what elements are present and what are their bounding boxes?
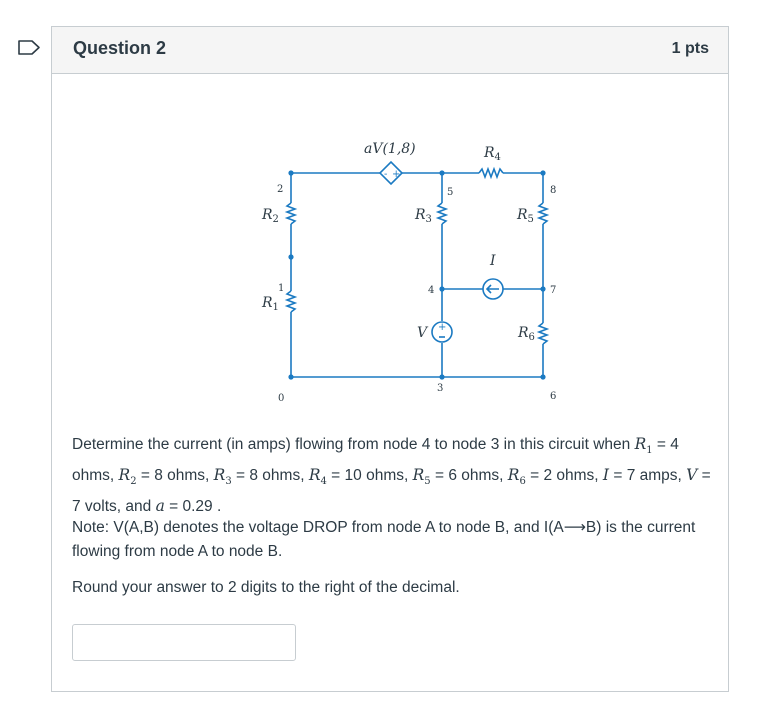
r3-value: = 8 ohms,	[231, 467, 309, 485]
node-dot-2	[288, 170, 293, 175]
r5-value: = 6 ohms,	[430, 467, 508, 485]
r1-symbol: $R_1$	[634, 435, 653, 457]
circuit-diagram	[251, 137, 557, 407]
v-value: = 7 volts, and	[72, 467, 711, 516]
r4-symbol: $R_4$	[308, 466, 327, 488]
question-header	[52, 27, 728, 74]
current-arrow	[487, 285, 499, 293]
node-dot-5	[439, 170, 444, 175]
answer-input[interactable]	[73, 625, 295, 660]
r6-symbol: $R_6$	[507, 466, 526, 488]
v-label: V	[417, 325, 428, 341]
resistor-r6	[539, 323, 547, 344]
node-dot-1	[288, 254, 293, 259]
r3-label: $R_3$	[415, 207, 432, 225]
bookmark-flag-icon[interactable]	[17, 40, 42, 55]
resistor-r3	[438, 203, 446, 224]
node-label-2: 2	[277, 184, 284, 195]
question-points: 1 pts	[671, 40, 709, 57]
node-label-6: 6	[550, 391, 557, 402]
r1-value: = 4 ohms,	[72, 436, 679, 485]
i-label: I	[490, 253, 496, 269]
a-value: = 0.29 .	[164, 498, 222, 516]
v-symbol: V	[686, 466, 698, 485]
node-dot-8	[540, 170, 545, 175]
resistor-r2	[287, 203, 295, 224]
r3-symbol: $R_3$	[213, 466, 232, 488]
resistor-r4	[479, 169, 503, 177]
node-label-8: 8	[550, 185, 557, 196]
prompt-intro: Determine the current (in amps) flowing from node 4 to node 3 in this circuit when	[72, 436, 635, 453]
node-label-3: 3	[437, 383, 444, 394]
dependent-source-label: aV(1,8)	[364, 141, 416, 157]
node-dot-0	[288, 374, 293, 379]
r4-label: $R_4$	[484, 145, 501, 163]
question-note: Note: V(A,B) denotes the voltage DROP from node A to node B, and I(A⟶B) is the current flowing from node A to node B.	[72, 519, 696, 560]
node-dot-6	[540, 374, 545, 379]
r6-label: $R_6$	[518, 325, 535, 343]
diamond-plus: +	[392, 169, 401, 180]
r5-label: $R_5$	[517, 207, 534, 225]
r6-value: = 2 ohms,	[525, 467, 603, 485]
question-title: Question 2	[73, 38, 167, 58]
resistor-r1	[287, 291, 295, 312]
r2-symbol: $R_2$	[118, 466, 137, 488]
node-label-1: 1	[278, 283, 285, 294]
question-card	[51, 26, 729, 692]
node-dot-3	[439, 374, 444, 379]
voltage-plus: +	[438, 322, 447, 333]
question-prompt	[72, 432, 712, 519]
node-label-4: 4	[428, 285, 435, 296]
r5-symbol: $R_5$	[412, 466, 431, 488]
a-symbol: a	[155, 497, 165, 516]
node-label-7: 7	[550, 285, 557, 296]
resistor-r5	[539, 203, 547, 224]
answer-box[interactable]	[72, 624, 296, 661]
r1-label: $R_1$	[262, 295, 279, 313]
node-label-0: 0	[278, 393, 285, 404]
r4-value: = 10 ohms,	[326, 467, 413, 485]
node-label-5: 5	[447, 187, 454, 198]
r2-value: = 8 ohms,	[136, 467, 214, 485]
rounding-instruction: Round your answer to 2 digits to the right of the decimal.	[72, 579, 460, 596]
node-dot-4	[439, 286, 444, 291]
diamond-minus: -	[384, 169, 388, 180]
i-value: = 7 amps,	[609, 467, 687, 485]
i-symbol: I	[602, 466, 610, 485]
r2-label: $R_2$	[262, 207, 279, 225]
node-dot-7	[540, 286, 545, 291]
